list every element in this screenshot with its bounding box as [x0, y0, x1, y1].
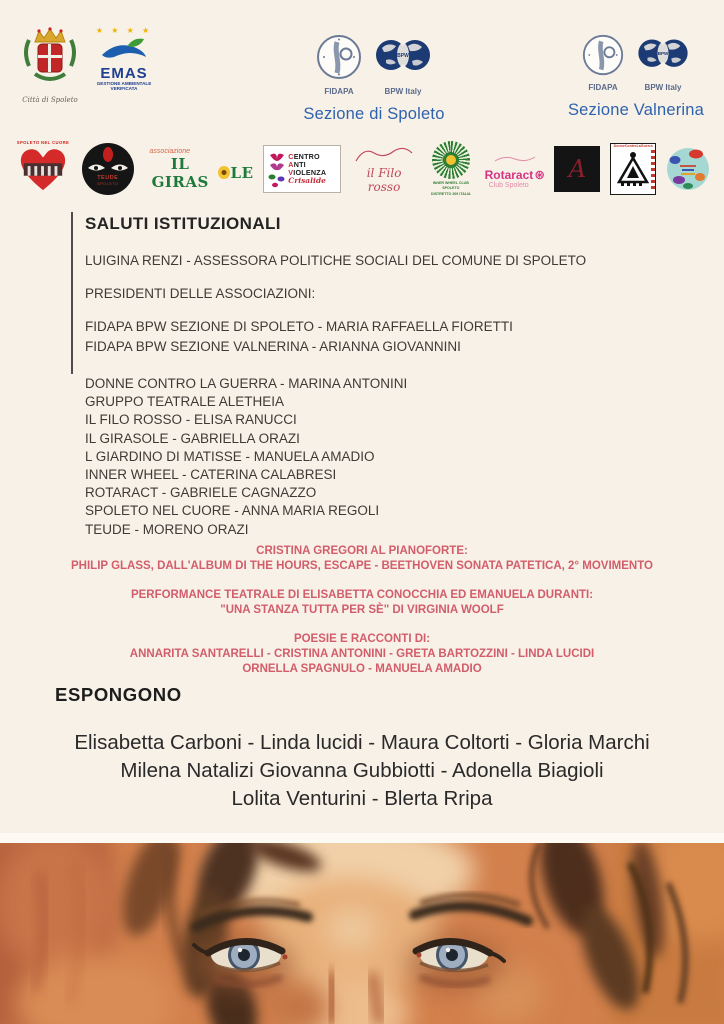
rotary-wheel-icon: [535, 168, 544, 182]
teude-eyes-icon: [82, 143, 134, 195]
coat-caption: Città di Spoleto: [22, 96, 78, 104]
pyramid-figure-icon: [615, 148, 651, 188]
filo-rosso-name: il Filo rosso: [366, 165, 402, 194]
association-line: SPOLETO NEL CUORE - ANNA MARIA REGOLI: [85, 503, 380, 519]
girasole-pre-label: associazione: [149, 147, 190, 155]
section-label-valnerina: Sezione Valnerina: [567, 101, 705, 119]
association-line: L GIARDINO DI MATISSE - MANUELA AMADIO: [85, 448, 375, 464]
girasole-name-right: LE: [230, 163, 254, 182]
cav-sub-label: Crisalide: [288, 176, 326, 185]
fidapa-line: FIDAPA BPW SEZIONE DI SPOLETO - MARIA RAFFAELLA FIORETTI: [85, 319, 513, 334]
association-line: ROTARACT - GABRIELE CAGNAZZO: [85, 485, 317, 501]
association-line: DONNE CONTRO LA GUERRA - MARINA ANTONINI: [85, 376, 408, 391]
girasole-name-left: IL GIRAS: [151, 154, 209, 191]
emas-swoosh-icon: [100, 35, 148, 61]
emas-caption-2: VERIFICATA: [110, 86, 138, 92]
aletheia-logo: [554, 146, 600, 192]
spoleto-coat-of-arms-logo: [16, 26, 84, 104]
donne-side-marks: [651, 150, 655, 190]
program-block: [0, 544, 724, 691]
svg-text:BPW: BPW: [397, 53, 409, 59]
emas-caption-1: GESTIONE AMBIENTALE: [96, 81, 152, 86]
fidapa-label: FIDAPA: [324, 87, 354, 96]
cav-line-1: CENTRO: [288, 152, 320, 161]
cav-line-2: ANTI: [288, 160, 306, 169]
poesie-line: ANNARITA SANTARELLI - CRISTINA ANTONINI - GRETA BARTOZZINI - LINDA LUCIDI: [129, 648, 595, 660]
fidapa-icon: [582, 34, 624, 76]
spoleto-nel-cuore-text: SPOLETO NEL CUORE: [16, 140, 70, 145]
cav-text: [288, 153, 338, 185]
fidapa-badge: [316, 34, 362, 96]
section-valnerina-header: [548, 34, 724, 120]
fidapa-president-lines: [85, 317, 513, 356]
bpw-globes-icon: [636, 34, 690, 76]
assessora-line: LUIGINA RENZI - ASSESSORA POLITICHE SOCIALI DEL COMUNE DI SPOLETO: [85, 253, 587, 268]
aletheia-letter: A: [568, 155, 587, 183]
poesie-section: [0, 632, 724, 677]
association-line: IL FILO ROSSO - ELISA RANUCCI: [85, 412, 297, 428]
filo-thread-icon: [354, 145, 414, 163]
painting-top-margin: [0, 833, 724, 843]
girasole-name: [144, 155, 254, 191]
espongono-title: ESPONGONO: [55, 684, 182, 705]
sunflower-icon: [218, 166, 230, 179]
svg-text:BPW: BPW: [657, 51, 669, 56]
bpw-italy-badge: [374, 34, 432, 96]
teude-sub: SPOLETO: [97, 182, 119, 186]
performance-section: [0, 588, 724, 618]
rotaract-wordmark: Rotaract: [484, 167, 534, 182]
association-line: IL GIRASOLE - GABRIELLA ORAZI: [85, 430, 300, 446]
giardino-matisse-logo: [666, 147, 710, 191]
fidapa-badge: [582, 34, 624, 92]
cav-line-3: VIOLENZA: [288, 168, 327, 177]
teude-name: TEUDE: [97, 175, 119, 181]
poesie-title: POESIE E RACCONTI DI:: [293, 633, 431, 645]
painted-face-icon: [0, 843, 724, 1024]
rotaract-name: [485, 168, 545, 182]
accent-divider: [71, 212, 73, 374]
artist-line: Lolita Venturini - Blerta Rripa: [231, 787, 493, 810]
association-logo-strip: [14, 138, 710, 200]
matisse-circle-icon: [666, 147, 710, 191]
donne-contro-guerra-logo: [610, 143, 656, 195]
performance-line: "UNA STANZA TUTTA PER SÈ" DI VIRGINIA WOOLF: [220, 604, 504, 616]
fidapa-line: FIDAPA BPW SEZIONE VALNERINA - ARIANNA GIOVANNINI: [85, 338, 461, 354]
fidapa-icon: [316, 34, 362, 80]
inner-wheel-icon: [432, 141, 470, 179]
rotaract-script-icon: [493, 155, 537, 163]
association-line: GRUPPO TEATRALE ALETHEIA: [85, 394, 285, 410]
artist-line: Milena Natalizi Giovanna Gubbiotti - Adonella Biagioli: [120, 759, 604, 782]
association-president-lines: [85, 375, 407, 539]
bpw-italy-label: BPW Italy: [644, 83, 682, 92]
espongono-artist-lines: [0, 729, 724, 813]
artwork-eyes-painting: [0, 843, 724, 1024]
rotaract-logo: [485, 150, 545, 189]
artist-line: Elisabetta Carboni - Linda lucidi - Maura Coltorti - Gloria Marchi: [74, 731, 650, 754]
badge-row: [548, 34, 724, 92]
bpw-italy-badge: [636, 34, 690, 92]
butterfly-icon: [266, 149, 288, 189]
fidapa-label: FIDAPA: [588, 83, 618, 92]
poesie-line: ORNELLA SPAGNULO - MANUELA AMADIO: [242, 663, 482, 675]
section-spoleto-header: [266, 34, 482, 124]
section-label-spoleto: Sezione di Spoleto: [303, 105, 445, 123]
spoleto-nel-cuore-logo: [14, 140, 72, 198]
badge-row: [266, 34, 482, 96]
bpw-italy-label: BPW Italy: [384, 87, 422, 96]
inner-wheel-caption-2: DISTRETTO 209 ITALIA: [431, 192, 471, 197]
teude-logo: [82, 143, 134, 195]
piano-line: PHILIP GLASS, DALL'ALBUM DI THE HOURS, ESCAPE - BEETHOVEN SONATA PATETICA, 2° MOVIMENTO: [71, 560, 653, 572]
association-line: INNER WHEEL - CATERINA CALABRESI: [85, 467, 337, 483]
donne-top-text: DonneControLaGuerra: [613, 144, 653, 148]
heart-aqueduct-icon: [15, 145, 71, 193]
emas-stars-icon: ★ ★ ★ ★: [95, 26, 153, 35]
header-left-logos: [16, 26, 156, 104]
girasole-logo: [144, 148, 254, 191]
centro-antiviolenza-logo: [263, 145, 341, 193]
emas-name: EMAS: [100, 65, 148, 82]
association-line: TEUDE - MORENO ORAZI: [85, 521, 249, 537]
emas-logo: [92, 26, 156, 92]
piano-title: CRISTINA GREGORI AL PIANOFORTE:: [256, 545, 468, 557]
piano-section: [0, 544, 724, 574]
inner-wheel-logo: [427, 141, 475, 196]
inner-wheel-caption-1: INNER WHEEL CLUB SPOLETO: [432, 181, 469, 190]
performance-title: PERFORMANCE TEATRALE DI ELISABETTA CONOCCHIA ED EMANUELA DURANTI:: [130, 589, 594, 601]
presidenti-line: PRESIDENTI DELLE ASSOCIAZIONI:: [85, 286, 316, 301]
bpw-globes-icon: [374, 34, 432, 80]
saluti-title: SALUTI ISTITUZIONALI: [85, 214, 281, 233]
filo-rosso-logo: [351, 145, 417, 194]
rotaract-sub-label: Club Spoleto: [488, 181, 529, 189]
coat-of-arms-icon: [21, 26, 79, 90]
